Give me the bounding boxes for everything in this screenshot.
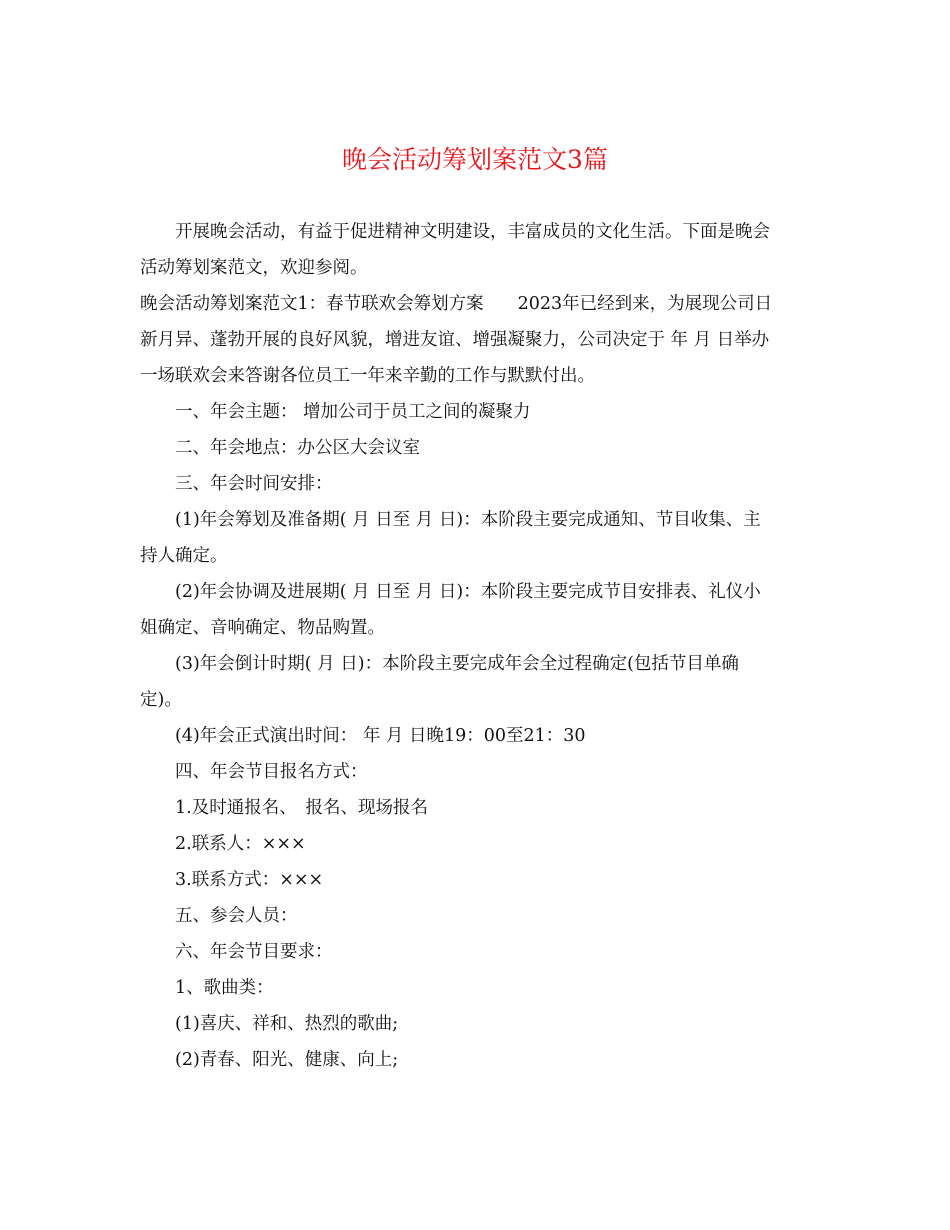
- list-item: 二、年会地点：办公区大会议室: [175, 438, 420, 458]
- section-heading: 晚会活动筹划案范文1：春节联欢会筹划方案: [140, 294, 484, 314]
- paragraph-line: 持人确定。: [140, 546, 228, 566]
- paragraph-line: 姐确定、音响确定、物品购置。: [140, 618, 385, 638]
- list-item: 四、年会节目报名方式：: [175, 762, 368, 782]
- list-item: 2.联系人：×××: [175, 834, 306, 854]
- list-item: 一、年会主题： 增加公司于员工之间的凝聚力: [175, 402, 531, 422]
- list-item: 1.及时通报名、 报名、现场报名: [175, 798, 428, 818]
- list-item: (2)青春、阳光、健康、向上;: [175, 1050, 399, 1070]
- list-item: 1、歌曲类：: [175, 978, 274, 998]
- list-item: 五、参会人员：: [175, 906, 298, 926]
- list-item: (3)年会倒计时期( 月 日)：本阶段主要完成年会全过程确定(包括节目单确: [175, 654, 739, 674]
- list-item: (1)年会筹划及准备期( 月 日至 月 日)：本阶段主要完成通知、节目收集、主: [175, 510, 761, 530]
- list-item: 3.联系方式：×××: [175, 870, 324, 890]
- paragraph-line: 一场联欢会来答谢各位员工一年来辛勤的工作与默默付出。: [140, 366, 595, 386]
- paragraph-line: 新月异、蓬勃开展的良好风貌，增进友谊、增强凝聚力，公司决定于 年 月 日举办: [140, 330, 770, 350]
- list-item: (1)喜庆、祥和、热烈的歌曲;: [175, 1014, 399, 1034]
- list-item: 六、年会节目要求：: [175, 942, 333, 962]
- paragraph-line: 活动筹划案范文，欢迎参阅。: [140, 258, 368, 278]
- document-body: [140, 214, 812, 1078]
- list-item: (2)年会协调及进展期( 月 日至 月 日)：本阶段主要完成节目安排表、礼仪小: [175, 582, 761, 602]
- paragraph-text: 2023年已经到来，为展现公司日: [517, 294, 773, 314]
- document-title: 晚会活动筹划案范文3篇: [342, 145, 608, 174]
- paragraph-line: 定)。: [140, 690, 182, 710]
- list-item: 三、年会时间安排：: [175, 474, 333, 494]
- paragraph-line: 开展晚会活动，有益于促进精神文明建设，丰富成员的文化生活。下面是晚会: [175, 222, 770, 242]
- list-item: (4)年会正式演出时间： 年 月 日晚19：00至21：30: [175, 726, 586, 746]
- paragraph-line: [140, 286, 812, 322]
